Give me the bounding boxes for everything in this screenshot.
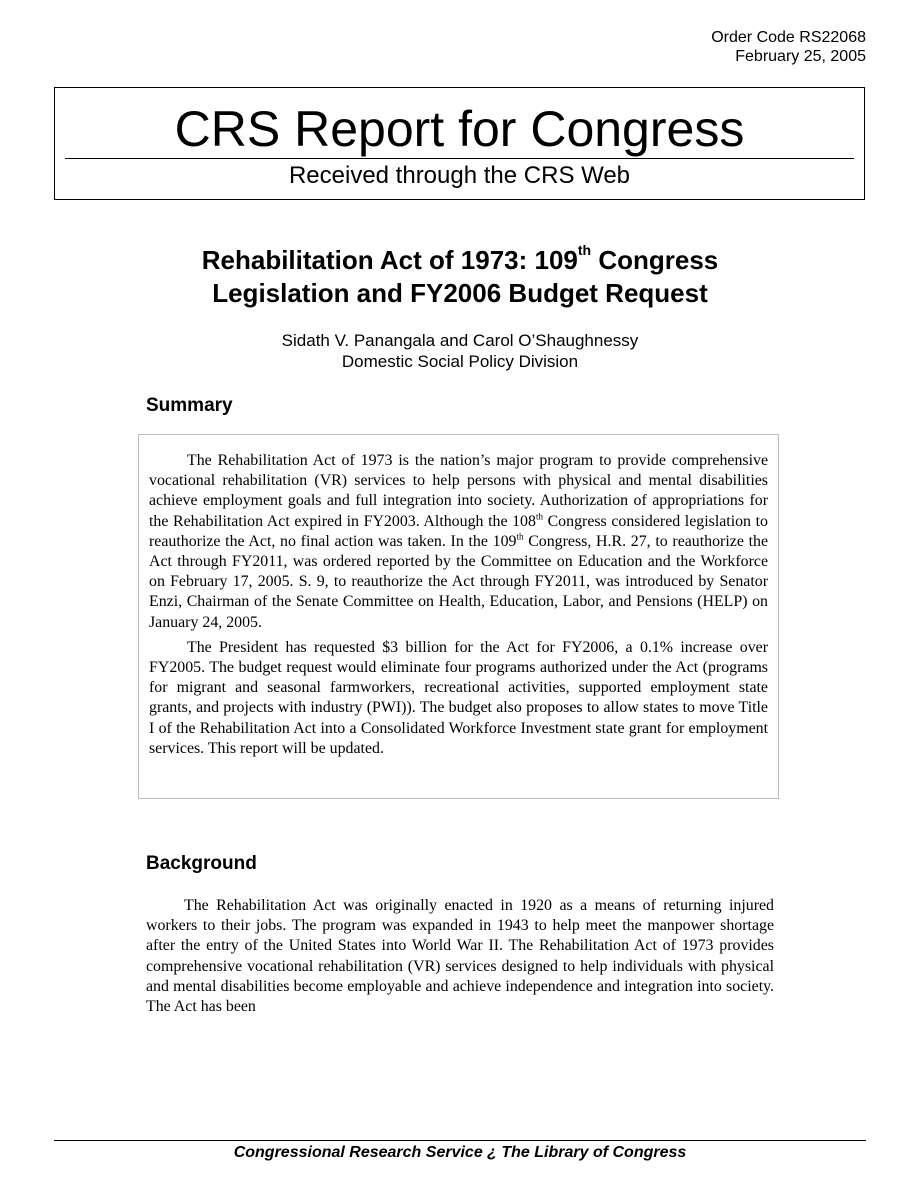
document-title-line-1 bbox=[120, 244, 800, 277]
summary-p1-sup-2: th bbox=[516, 531, 524, 542]
summary-p1-text-a: The Rehabilitation Act of 1973 is the nation’s major program to provide comprehensive vocational rehabilitation (VR) services to help persons with physical and mental disabilities achieve employment goals and full integration into society. Authorization of appropriations for the Rehabilitation Act expired in FY2003. Although the 108 bbox=[149, 452, 768, 530]
report-header-box bbox=[54, 87, 865, 200]
order-info bbox=[711, 28, 866, 66]
document-title-line-2: Legislation and FY2006 Budget Request bbox=[212, 278, 708, 308]
title-superscript: th bbox=[577, 242, 592, 259]
footer-divider bbox=[54, 1140, 866, 1141]
summary-p1-sup-1: th bbox=[535, 511, 543, 522]
footer-text: Congressional Research Service ¿ The Library of Congress bbox=[233, 1144, 687, 1161]
background-paragraph-1: The Rehabilitation Act was originally enacted in 1920 as a means of returning injured workers to their jobs. The program was expanded in 1943 to help meet the manpower shortage after the entry of the United States into World War II. The Rehabilitation Act of 1973 provides comprehensive vocational rehabilitation (VR) services designed to help individuals with physical and mental disabilities become employable and achieve independence and integration into society. The Act has been bbox=[146, 897, 774, 1016]
summary-p1-text-c: Congress, H.R. 27, to reauthorize the Act through FY2011, was ordered reported by the Committee on Education and the Workforce on February 17, 2005. S. 9, to reauthorize the Act through FY2011, was introduced by Senator Enzi, Chairman of the Senate Committee on Health, Education, Labor, and Pensions (HELP) on January 24, 2005. bbox=[149, 532, 769, 631]
title-part-1: Rehabilitation Act of 1973: 109 bbox=[201, 245, 578, 275]
report-header-subtitle: Received through the CRS Web bbox=[288, 162, 631, 189]
summary-heading: Summary bbox=[146, 395, 233, 416]
summary-paragraph-1 bbox=[149, 451, 768, 633]
title-part-2: Congress bbox=[591, 245, 719, 275]
division: Domestic Social Policy Division bbox=[341, 352, 579, 371]
summary-p1-text-b: Congress considered legislation to reauthorize the Act, no final action was taken. In the 109 bbox=[149, 512, 768, 550]
document-title bbox=[120, 244, 800, 310]
author-block bbox=[120, 330, 800, 372]
header-divider bbox=[65, 158, 854, 159]
summary-paragraph-2: The President has requested $3 billion for the Act for FY2006, a 0.1% increase over FY2005. The budget request would eliminate four programs authorized under the Act (programs for migrant and seasonal farmworkers, recreational activities, supported employment state grants, and projects with industry (PWI)). The budget also proposes to allow states to move Title I of the Rehabilitation Act into a Consolidated Workforce Investment state grant for employment services. This report will be updated. bbox=[149, 638, 768, 757]
background-heading: Background bbox=[146, 853, 257, 874]
authors: Sidath V. Panangala and Carol O’Shaughnessy bbox=[281, 331, 639, 350]
summary-box bbox=[138, 434, 779, 799]
order-code: Order Code RS22068 bbox=[711, 29, 866, 46]
report-date: February 25, 2005 bbox=[735, 48, 866, 65]
background-body bbox=[146, 896, 774, 1017]
report-header-title: CRS Report for Congress bbox=[174, 101, 745, 157]
